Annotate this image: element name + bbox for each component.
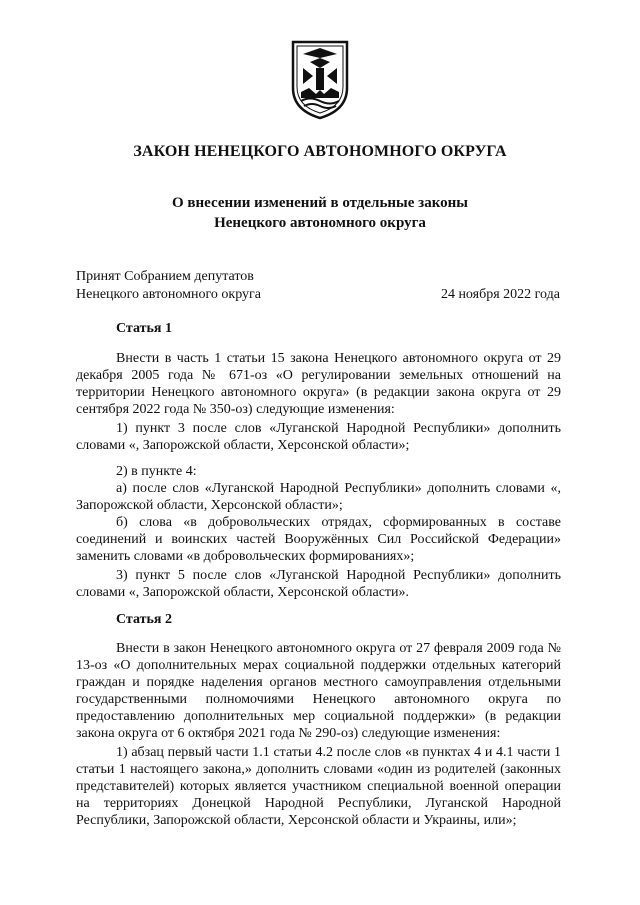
- paragraph: 2) в пункте 4:: [116, 464, 197, 479]
- paragraph: Внести в закон Ненецкого автономного округа от 27 февраля 2009 года № 13-оз «О дополнительных мерах социальной поддержки отдельных категорий граждан и порядке наделения органов местного самоуправления отдельными государственными полномочиями Ненецкого автономного округа по предоставлению дополнительных мер социальной поддержки» (в редакции закона округа от 6 октября 2021 года № 290-оз) следующие изменения:: [76, 641, 561, 741]
- article-1-heading: Статья 1: [116, 321, 172, 336]
- paragraph: а) после слов «Луганской Народной Республики» дополнить словами «, Запорожской области, Херсонской области»;: [76, 481, 561, 513]
- article-1-item-2: [76, 463, 561, 565]
- paragraph: 1) абзац первый части 1.1 статьи 4.2 после слов «в пунктах 4 и 4.1 части 1 статьи 1 настоящего закона,» дополнить словами «один из родителей (законных представителей) которых является участником специальной военной операции на территориях Донецкой Народной Республики, Луганской Народной Республики, Запорожской области, Херсонской области и Украины, или»;: [76, 745, 561, 828]
- document-subtitle: [0, 193, 640, 233]
- nenets-coat-of-arms-icon: [289, 38, 351, 120]
- adopted-by-line: Ненецкого автономного округа: [76, 287, 261, 302]
- article-2-intro: [76, 640, 561, 742]
- paragraph: б) слова «в добровольческих отрядах, сформированных в составе соединений и воинских частей Вооружённых Сил Российской Федерации» заменить словами «в добровольческих формированиях»;: [76, 515, 561, 564]
- adoption-block: [76, 268, 560, 304]
- article-1-intro: [76, 350, 561, 418]
- paragraph: 3) пункт 5 после слов «Луганской Народной Республики» дополнить словами «, Запорожской области, Херсонской области».: [76, 568, 561, 600]
- document-title: ЗАКОН НЕНЕЦКОГО АВТОНОМНОГО ОКРУГА: [133, 143, 507, 160]
- article-2-item-1: [76, 744, 561, 829]
- subtitle-line: Ненецкого автономного округа: [214, 215, 426, 231]
- article-2-heading: Статья 2: [116, 612, 172, 627]
- paragraph: Внести в часть 1 статьи 15 закона Ненецкого автономного округа от 29 декабря 2005 года № 671-оз «О регулировании земельных отношений на территории Ненецкого автономного округа» (в редакции закона округа от 29 сентября 2022 года № 350-оз) следующие изменения:: [76, 351, 561, 417]
- adoption-date: 24 ноября 2022 года: [440, 287, 560, 302]
- subtitle-line: О внесении изменений в отдельные законы: [172, 195, 468, 211]
- adopted-by-line: Принят Собранием депутатов: [76, 269, 254, 284]
- article-1-item-1: [76, 420, 561, 454]
- article-1-item-3: [76, 567, 561, 601]
- paragraph: 1) пункт 3 после слов «Луганской Народной Республики» дополнить словами «, Запорожской области, Херсонской области»;: [76, 421, 561, 453]
